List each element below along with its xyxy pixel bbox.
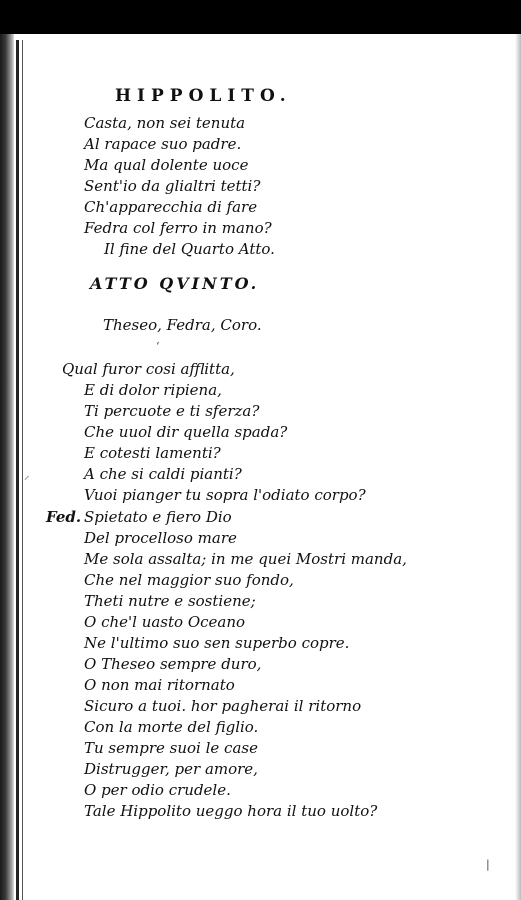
ink-mark: | — [486, 858, 490, 871]
verse-line: Che nel maggior suo fondo, — [84, 571, 294, 589]
verse-line: A che si caldi pianti? — [84, 465, 242, 483]
verse-line: Spietato e fiero Dio — [84, 508, 232, 526]
verse-line: Fedra col ferro in mano? — [84, 219, 272, 237]
act-end-line: Il fine del Quarto Atto. — [104, 240, 275, 258]
verse-line: Al rapace suo padre. — [84, 135, 242, 153]
verse-line: Vuoi pianger tu sopra l'odiato corpo? — [84, 486, 366, 504]
verse-line: Ma qual dolente uoce — [84, 156, 249, 174]
act-title: ATTO QVINTO. — [90, 274, 260, 293]
book-spine-shadow — [0, 34, 14, 900]
verse-line: Ti percuote e ti sferza? — [84, 402, 260, 420]
ink-mark: ‘ — [156, 340, 160, 353]
verse-line: Sicuro a tuoi. hor pagherai il ritorno — [84, 697, 362, 715]
ink-mark: ⸝ — [24, 469, 30, 482]
running-header: HIPPOLITO. — [115, 86, 292, 106]
verse-line: Tale Hippolito ueggo hora il tuo uolto? — [84, 802, 378, 820]
verse-line: Del procelloso mare — [84, 529, 237, 547]
verse-line: Tu sempre suoi le case — [84, 739, 258, 757]
page-gutter-line-thin — [22, 40, 23, 900]
verse-line: O che'l uasto Oceano — [84, 613, 246, 631]
verse-line: O Theseo sempre duro, — [84, 655, 262, 673]
verse-line: Ne l'ultimo suo sen superbo copre. — [84, 634, 350, 652]
characters-list: Theseo, Fedra, Coro. — [103, 316, 262, 334]
page-gutter-line — [16, 40, 19, 900]
verse-line: Con la morte del figlio. — [84, 718, 259, 736]
verse-line: Casta, non sei tenuta — [84, 114, 246, 132]
verse-line: Me sola assalta; in me quei Mostri manda, — [84, 550, 407, 568]
verse-line: Ch'apparecchia di fare — [84, 198, 258, 216]
verse-line: Qual furor cosi afflitta, — [62, 360, 235, 378]
verse-line: O per odio crudele. — [84, 781, 231, 799]
verse-line: E di dolor ripiena, — [84, 381, 222, 399]
verse-line: Distrugger, per amore, — [84, 760, 258, 778]
verse-line: O non mai ritornato — [84, 676, 235, 694]
verse-line: Che uuol dir quella spada? — [84, 423, 288, 441]
page-right-edge — [515, 34, 521, 900]
verse-line: Theti nutre e sostiene; — [84, 592, 256, 610]
verse-line: E cotesti lamenti? — [84, 444, 221, 462]
scan-top-border — [0, 0, 521, 34]
speaker-label: Fed. — [46, 508, 82, 526]
verse-line: Sent'io da glialtri tetti? — [84, 177, 261, 195]
